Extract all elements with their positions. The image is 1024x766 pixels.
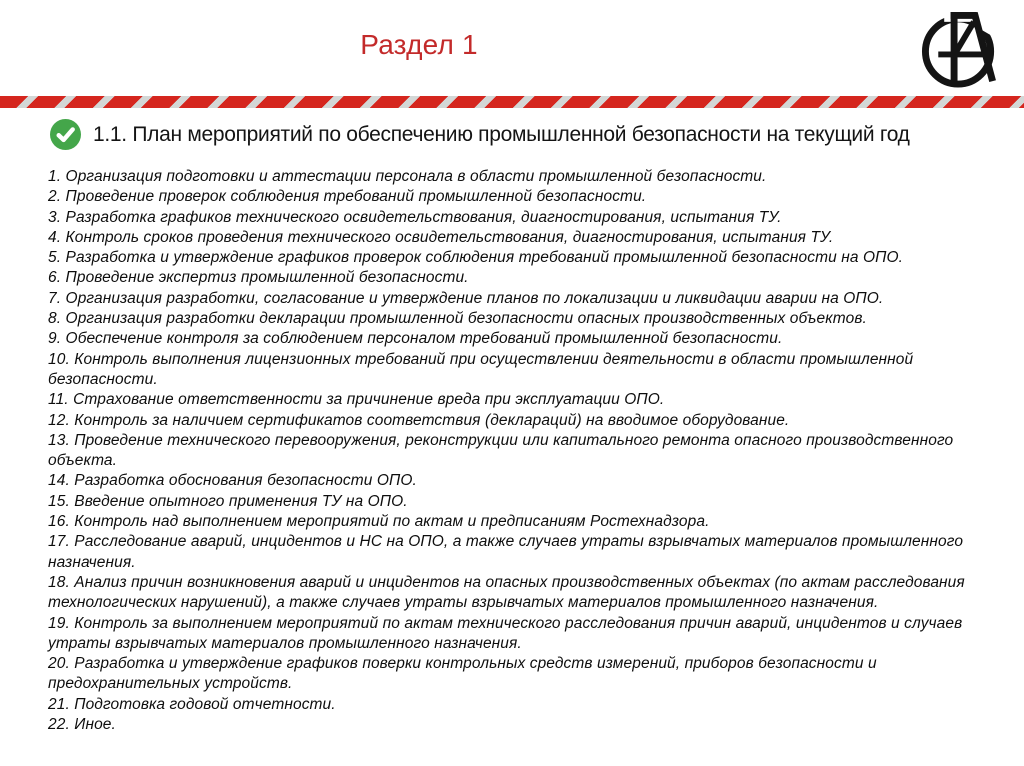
list-item: 1. Организация подготовки и аттестации персонала в области промышленной безопасности. <box>48 168 767 185</box>
section-header <box>50 119 1016 150</box>
list-item: 10. Контроль выполнения лицензионных требований при осуществлении деятельности в области промышленной безопасности. <box>48 350 914 388</box>
list-item: 3. Разработка графиков технического освидетельствования, диагностирования, испытания ТУ. <box>48 208 782 226</box>
hazard-stripe-divider <box>0 96 1024 108</box>
list-item: 22. Иное. <box>48 716 116 734</box>
list-item: 16. Контроль над выполнением мероприятий по актам и предписаниям Ростехнадзора. <box>48 513 710 531</box>
list-item: 14. Разработка обоснования безопасности ОПО. <box>48 472 417 490</box>
list-item: 8. Организация разработки декларации промышленной безопасности опасных производственных объектов. <box>48 310 867 328</box>
list-item: 2. Проведение проверок соблюдения требований промышленной безопасности. <box>48 188 647 206</box>
company-logo-icon <box>917 9 1005 90</box>
list-item: 19. Контроль за выполнением мероприятий по актам технического расследования причин аварий, инцидентов и случаев утраты взрывчатых материалов промышленного назначения. <box>48 614 963 652</box>
list-item: 9. Обеспечение контроля за соблюдением персоналом требований промышленной безопасности. <box>48 330 783 348</box>
list-item: 12. Контроль за наличием сертификатов соответствия (деклараций) на вводимое оборудование. <box>48 411 790 429</box>
list-item: 13. Проведение технического перевооружения, реконструкции или капитального ремонта опасного производственного объекта. <box>48 431 954 470</box>
list-item: 4. Контроль сроков проведения технического освидетельствования, диагностирования, испытания ТУ. <box>48 228 834 246</box>
check-circle-icon <box>50 119 81 150</box>
list-item: 17. Расследование аварий, инцидентов и НС на ОПО, а также случаев утраты взрывчатых материалов промышленного назначения. <box>48 533 964 571</box>
page-title: Раздел 1 <box>360 29 478 60</box>
list-item: 15. Введение опытного применения ТУ на ОПО. <box>48 492 408 510</box>
list-item: 21. Подготовка годовой отчетности. <box>48 695 336 713</box>
list-item: 6. Проведение экспертиз промышленной безопасности. <box>48 269 469 287</box>
list-item: 20. Разработка и утверждение графиков поверки контрольных средств измерений, приборов безопасности и предохранительных устройств. <box>48 655 877 693</box>
section-subtitle: 1.1. План мероприятий по обеспечению промышленной безопасности на текущий год <box>93 122 910 146</box>
list-item: 11. Страхование ответственности за причинение вреда при эксплуатации ОПО. <box>48 391 665 409</box>
measures-list <box>48 167 998 735</box>
list-item: 5. Разработка и утверждение графиков проверок соблюдения требований промышленной безопасности на ОПО. <box>48 249 904 267</box>
list-item: 18. Анализ причин возникновения аварий и инцидентов на опасных производственных объектах (по актам расследования технологических нарушений), а также случаев утраты взрывчатых материалов промышленного назначения. <box>48 573 965 612</box>
list-item: 7. Организация разработки, согласование и утверждение планов по локализации и ликвидации аварии на ОПО. <box>48 289 884 307</box>
